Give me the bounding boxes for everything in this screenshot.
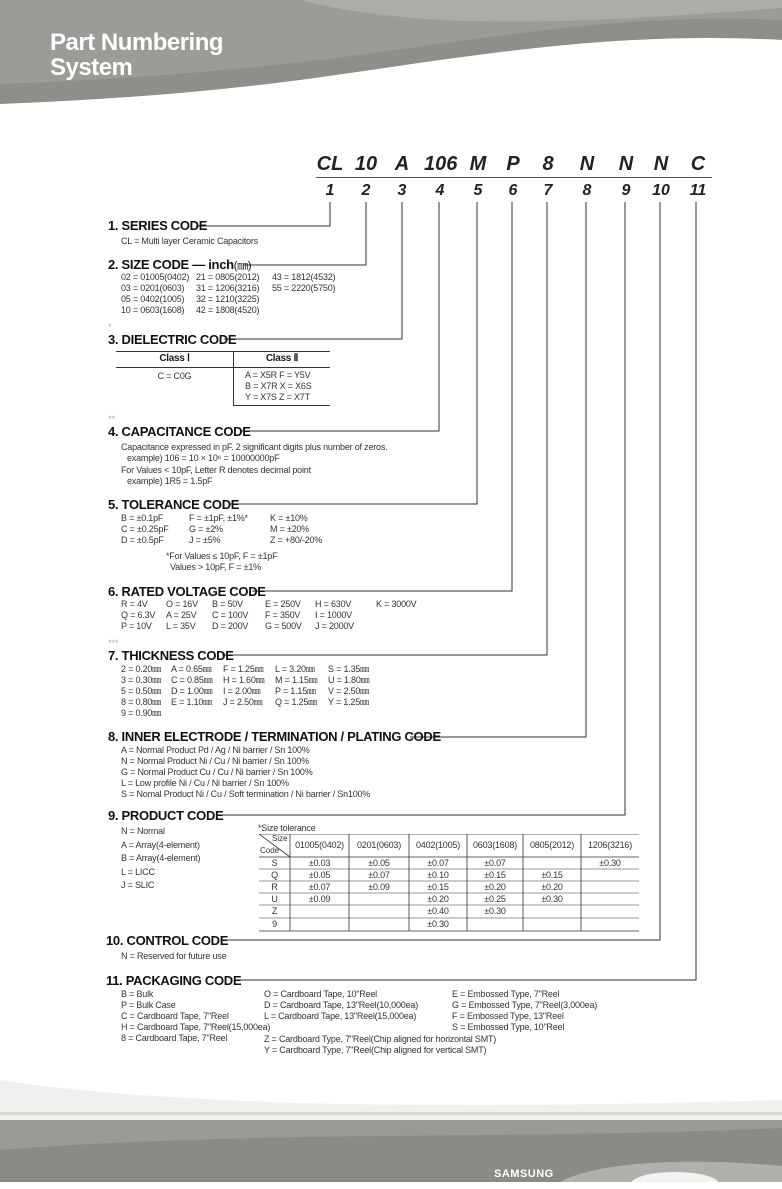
size-code-title: 2. SIZE CODE — inch(㎜) — [108, 257, 252, 272]
thickness-item: E = 1.10㎜ — [171, 697, 212, 707]
table-cell: ±0.07 — [427, 858, 449, 868]
tolerance-item: J = ±5% — [189, 535, 221, 545]
thickness-item: 9 = 0.90㎜ — [121, 708, 161, 718]
packaging-col2 — [264, 989, 418, 1022]
code-letter: M — [469, 153, 487, 175]
table-row-code: Q — [271, 870, 278, 880]
table-cell: ±0.30 — [541, 894, 563, 904]
table-cell: ±0.09 — [308, 894, 331, 904]
electrode-item: N = Normal Product Ni / Cu / Ni barrier / Sn 100% — [121, 756, 310, 766]
samsung-footer-text: SAMSUNG — [494, 1168, 554, 1180]
code-letter: 106 — [424, 153, 458, 175]
thickness-item: C = 0.85㎜ — [171, 675, 213, 685]
tolerance-item: C = ±0.25pF — [121, 524, 169, 534]
packaging-item: F = Embossed Type, 13"Reel — [452, 1011, 564, 1021]
packaging-col3 — [452, 989, 597, 1033]
size-tolerance-caption: *Size tolerance — [258, 823, 316, 833]
packaging-item: S = Embossed Type, 10"Reel — [452, 1022, 565, 1032]
size-code-col3 — [272, 272, 335, 294]
table-cell: ±0.30 — [427, 919, 449, 929]
code-letter: A — [394, 153, 410, 175]
class2-values — [245, 370, 312, 403]
table-cell: ±0.25 — [484, 894, 506, 904]
voltage-col6 — [376, 599, 416, 610]
class1-header: Class Ⅰ — [159, 353, 190, 364]
code-letter: 10 — [354, 153, 378, 175]
code-letter: N — [618, 153, 634, 175]
size-item: 02 = 01005(0402) — [121, 272, 190, 282]
size-tolerance-table — [259, 834, 639, 937]
thickness-item: 2 = 0.20㎜ — [121, 664, 161, 674]
product-code-title: 9. PRODUCT CODE — [108, 808, 224, 823]
code-letter: N — [579, 153, 595, 175]
capacitance-line: Capacitance expressed in pF. 2 significant digits plus number of zeros. — [121, 442, 388, 452]
page-title: Part Numbering System — [50, 29, 224, 81]
tolerance-note: Values > 10pF, F = ±1% — [170, 562, 261, 572]
thickness-item: Q = 1.25㎜ — [275, 697, 317, 707]
corner-size-label: Size — [272, 834, 288, 843]
packaging-item: D = Cardboard Tape, 13"Reel(10,000ea) — [264, 1000, 418, 1010]
table-cell: ±0.20 — [541, 882, 563, 892]
voltage-col2 — [166, 599, 198, 632]
packaging-item: B = Bulk — [121, 989, 154, 999]
table-header: 0402(1005) — [415, 840, 461, 850]
thickness-item: J = 2.50㎜ — [223, 697, 263, 707]
tolerance-item: F = ±1pF, ±1%* — [189, 513, 248, 523]
divider — [116, 351, 330, 352]
voltage-item: K = 3000V — [376, 599, 417, 609]
tolerance-note: *For Values ≤ 10pF, F = ±1pF — [166, 551, 278, 561]
thickness-item: P = 1.15㎜ — [275, 686, 316, 696]
series-code-desc: CL = Multi layer Ceramic Capacitors — [121, 236, 258, 246]
position-number: 1 — [325, 182, 335, 199]
table-cell: ±0.07 — [368, 870, 390, 880]
thickness-code-title: 7. THICKNESS CODE — [108, 648, 234, 663]
size-code-col1 — [121, 272, 189, 316]
capacitance-line: For Values < 10pF, Letter R denotes decimal point — [121, 465, 311, 475]
packaging-item: G = Embossed Type, 7"Reel(3,000ea) — [452, 1000, 598, 1010]
voltage-item: L = 35V — [166, 621, 196, 631]
table-cell: ±0.30 — [599, 858, 621, 868]
dielectric-asterisk: * — [108, 322, 112, 332]
voltage-col5 — [315, 599, 354, 632]
corner-code-label: Code — [260, 846, 280, 855]
size-code-col2 — [196, 272, 259, 316]
size-item: 05 = 0402(1005) — [121, 294, 185, 304]
position-number: 2 — [361, 182, 371, 199]
table-cell: ±0.07 — [484, 858, 506, 868]
thickness-item: D = 1.00㎜ — [171, 686, 213, 696]
thickness-item: I = 2.00㎜ — [223, 686, 261, 696]
electrode-item: A = Normal Product Pd / Ag / Ni barrier / Sn 100% — [121, 745, 310, 755]
voltage-col1 — [121, 599, 155, 632]
voltage-item: D = 200V — [212, 621, 249, 631]
packaging-item: Y = Cardboard Type, 7"Reel(Chip aligned for vertical SMT) — [264, 1045, 487, 1055]
voltage-item: G = 500V — [265, 621, 302, 631]
tolerance-item: G = ±2% — [189, 524, 223, 534]
tolerance-code-title: 5. TOLERANCE CODE — [108, 497, 240, 512]
code-letter: N — [653, 153, 669, 175]
table-cell: ±0.05 — [368, 858, 390, 868]
packaging-item: P = Bulk Case — [121, 1000, 176, 1010]
table-header: 0805(2012) — [529, 840, 575, 850]
divider — [233, 405, 330, 406]
table-row-code: 9 — [272, 919, 277, 929]
thickness-item: 3 = 0.30㎜ — [121, 675, 161, 685]
packaging-code-title: 11. PACKAGING CODE — [106, 973, 242, 988]
voltage-item: B = 50V — [212, 599, 243, 609]
table-cell: ±0.15 — [484, 870, 506, 880]
product-item: J = SLIC — [121, 880, 155, 890]
thickness-item: U = 1.80㎜ — [328, 675, 370, 685]
size-item: 55 = 2220(5750) — [272, 283, 336, 293]
position-number: 4 — [435, 182, 445, 199]
thickness-col4 — [275, 664, 317, 708]
rated-voltage-code-title: 6. RATED VOLTAGE CODE — [108, 584, 266, 599]
table-row-code: U — [271, 894, 278, 904]
packaging-item: O = Cardboard Tape, 10"Reel — [264, 989, 377, 999]
tolerance-col1 — [121, 513, 169, 546]
voltage-item: Q = 6.3V — [121, 610, 156, 620]
thickness-col2 — [171, 664, 212, 708]
voltage-item: O = 16V — [166, 599, 198, 609]
table-cell: ±0.20 — [484, 882, 506, 892]
size-item: 31 = 1206(3216) — [196, 283, 260, 293]
position-number: 8 — [582, 182, 592, 199]
electrode-list — [121, 745, 370, 800]
control-code-desc: N = Reserved for future use — [121, 951, 227, 961]
packaging-col1 — [121, 989, 270, 1044]
voltage-item: A = 25V — [166, 610, 197, 620]
voltage-col3 — [212, 599, 248, 632]
table-cell: ±0.03 — [308, 858, 331, 868]
packaging-item: E = Embossed Type, 7"Reel — [452, 989, 560, 999]
thickness-item: Y = 1.25㎜ — [328, 697, 369, 707]
product-item: N = Normal — [121, 826, 165, 836]
table-cell: ±0.20 — [427, 894, 449, 904]
voltage-item: F = 350V — [265, 610, 301, 620]
capacitance-line: example) 106 = 10 × 10⁶ = 10000000pF — [127, 453, 280, 463]
tolerance-item: B = ±0.1pF — [121, 513, 164, 523]
code-letter: C — [690, 153, 706, 175]
size-item: 32 = 1210(3225) — [196, 294, 260, 304]
code-letter: 8 — [542, 153, 554, 175]
position-number: 5 — [473, 182, 483, 199]
packaging-item: C = Cardboard Tape, 7"Reel — [121, 1011, 229, 1021]
thickness-item: 5 = 0.50㎜ — [121, 686, 161, 696]
dielectric-item: Y = X7S Z = X7T — [245, 392, 310, 402]
table-header: 0201(0603) — [356, 840, 402, 850]
voltage-item: R = 4V — [121, 599, 148, 609]
position-number: 3 — [397, 182, 407, 199]
control-code-title: 10. CONTROL CODE — [106, 933, 229, 948]
size-item: 43 = 1812(4532) — [272, 272, 336, 282]
thickness-item: H = 1.60㎜ — [223, 675, 265, 685]
voltage-item: H = 630V — [315, 599, 352, 609]
size-item: 21 = 0805(2012) — [196, 272, 260, 282]
thickness-item: A = 0.65㎜ — [171, 664, 212, 674]
thickness-item: S = 1.35㎜ — [328, 664, 369, 674]
table-header: 1206(3216) — [587, 840, 633, 850]
table-cell: ±0.30 — [484, 906, 506, 916]
table-cell: ±0.09 — [368, 882, 390, 892]
tolerance-item: M = ±20% — [270, 524, 310, 534]
tolerance-col3 — [270, 513, 322, 546]
thickness-asterisk: *** — [108, 638, 119, 648]
divider — [116, 367, 330, 368]
packaging-item: L = Cardboard Tape, 13"Reel(15,000ea) — [264, 1011, 417, 1021]
table-cell: ±0.05 — [308, 870, 331, 880]
voltage-col4 — [265, 599, 302, 632]
tolerance-col2 — [189, 513, 248, 546]
electrode-item: S = Nomal Product Ni / Cu / Soft termination / Ni barrier / Sn100% — [121, 789, 371, 799]
tolerance-item: D = ±0.5pF — [121, 535, 164, 545]
packaging-item: H = Cardboard Tape, 7"Reel(15,000ea) — [121, 1022, 271, 1032]
capacitance-asterisk: ** — [108, 414, 116, 424]
thickness-item: L = 3.20㎜ — [275, 664, 315, 674]
table-row-code: Z — [271, 906, 278, 916]
voltage-item: P = 10V — [121, 621, 152, 631]
electrode-item: L = Low profile Ni / Cu / Ni barrier / Sn 100% — [121, 778, 289, 788]
table-cell: ±0.07 — [308, 882, 331, 892]
table-cell: ±0.10 — [427, 870, 449, 880]
product-item: A = Array(4-element) — [121, 839, 200, 850]
product-item: L = LICC — [121, 866, 155, 877]
size-item: 42 = 1808(4520) — [196, 305, 260, 315]
series-code-title: 1. SERIES CODE — [108, 218, 208, 233]
tolerance-item: K = ±10% — [270, 513, 308, 523]
footer-band — [0, 1070, 782, 1182]
table-row-code: S — [271, 858, 278, 868]
code-letter: P — [506, 153, 520, 175]
voltage-item: C = 100V — [212, 610, 249, 620]
product-list — [121, 825, 200, 893]
table-cell: ±0.40 — [427, 906, 449, 916]
dielectric-code-title: 3. DIELECTRIC CODE — [108, 332, 237, 347]
size-item: 10 = 0603(1608) — [121, 305, 185, 315]
voltage-item: E = 250V — [265, 599, 301, 609]
table-header: 0603(1608) — [472, 840, 518, 850]
table-header: 01005(0402) — [295, 840, 344, 850]
thickness-item: M = 1.15㎜ — [275, 675, 318, 685]
thickness-item: F = 1.25㎜ — [223, 664, 264, 674]
product-item: B = Array(4-element) — [121, 853, 201, 863]
position-number: 10 — [652, 182, 670, 199]
position-number: 11 — [689, 182, 707, 199]
inner-electrode-code-title: 8. INNER ELECTRODE / TERMINATION / PLATING CODE — [108, 729, 441, 744]
thickness-item: V = 2.50㎜ — [328, 686, 369, 696]
packaging-item: Z = Cardboard Type, 7"Reel(Chip aligned for horizontal SMT) — [264, 1034, 497, 1044]
voltage-item: I = 1000V — [315, 610, 352, 620]
thickness-col1 — [121, 664, 161, 719]
size-item: 03 = 0201(0603) — [121, 283, 185, 293]
position-number: 7 — [543, 182, 553, 199]
class1-values: C = C0G — [157, 371, 192, 381]
dielectric-item: B = X7R X = X6S — [245, 381, 312, 391]
packaging-item: 8 = Cardboard Tape, 7"Reel — [121, 1033, 228, 1043]
code-letter: CL — [316, 153, 344, 175]
electrode-item: G = Normal Product Cu / Cu / Ni barrier / Sn 100% — [121, 767, 313, 777]
position-number: 6 — [508, 182, 518, 199]
table-cell: ±0.15 — [427, 882, 449, 892]
capacitance-line: example) 1R5 = 1.5pF — [127, 476, 213, 486]
capacitance-code-title: 4. CAPACITANCE CODE — [108, 424, 251, 439]
tolerance-item: Z = +80/-20% — [270, 535, 323, 545]
thickness-col5 — [328, 664, 369, 708]
voltage-item: J = 2000V — [315, 621, 354, 631]
class2-header: Class Ⅱ — [265, 353, 299, 364]
dielectric-item: A = X5R F = Y5V — [245, 370, 311, 380]
table-cell: ±0.15 — [541, 870, 563, 880]
thickness-item: 8 = 0.80㎜ — [121, 697, 161, 707]
position-number: 9 — [621, 182, 631, 199]
thickness-col3 — [223, 664, 264, 708]
packaging-col2b — [264, 1034, 496, 1056]
table-row-code: R — [271, 882, 278, 892]
